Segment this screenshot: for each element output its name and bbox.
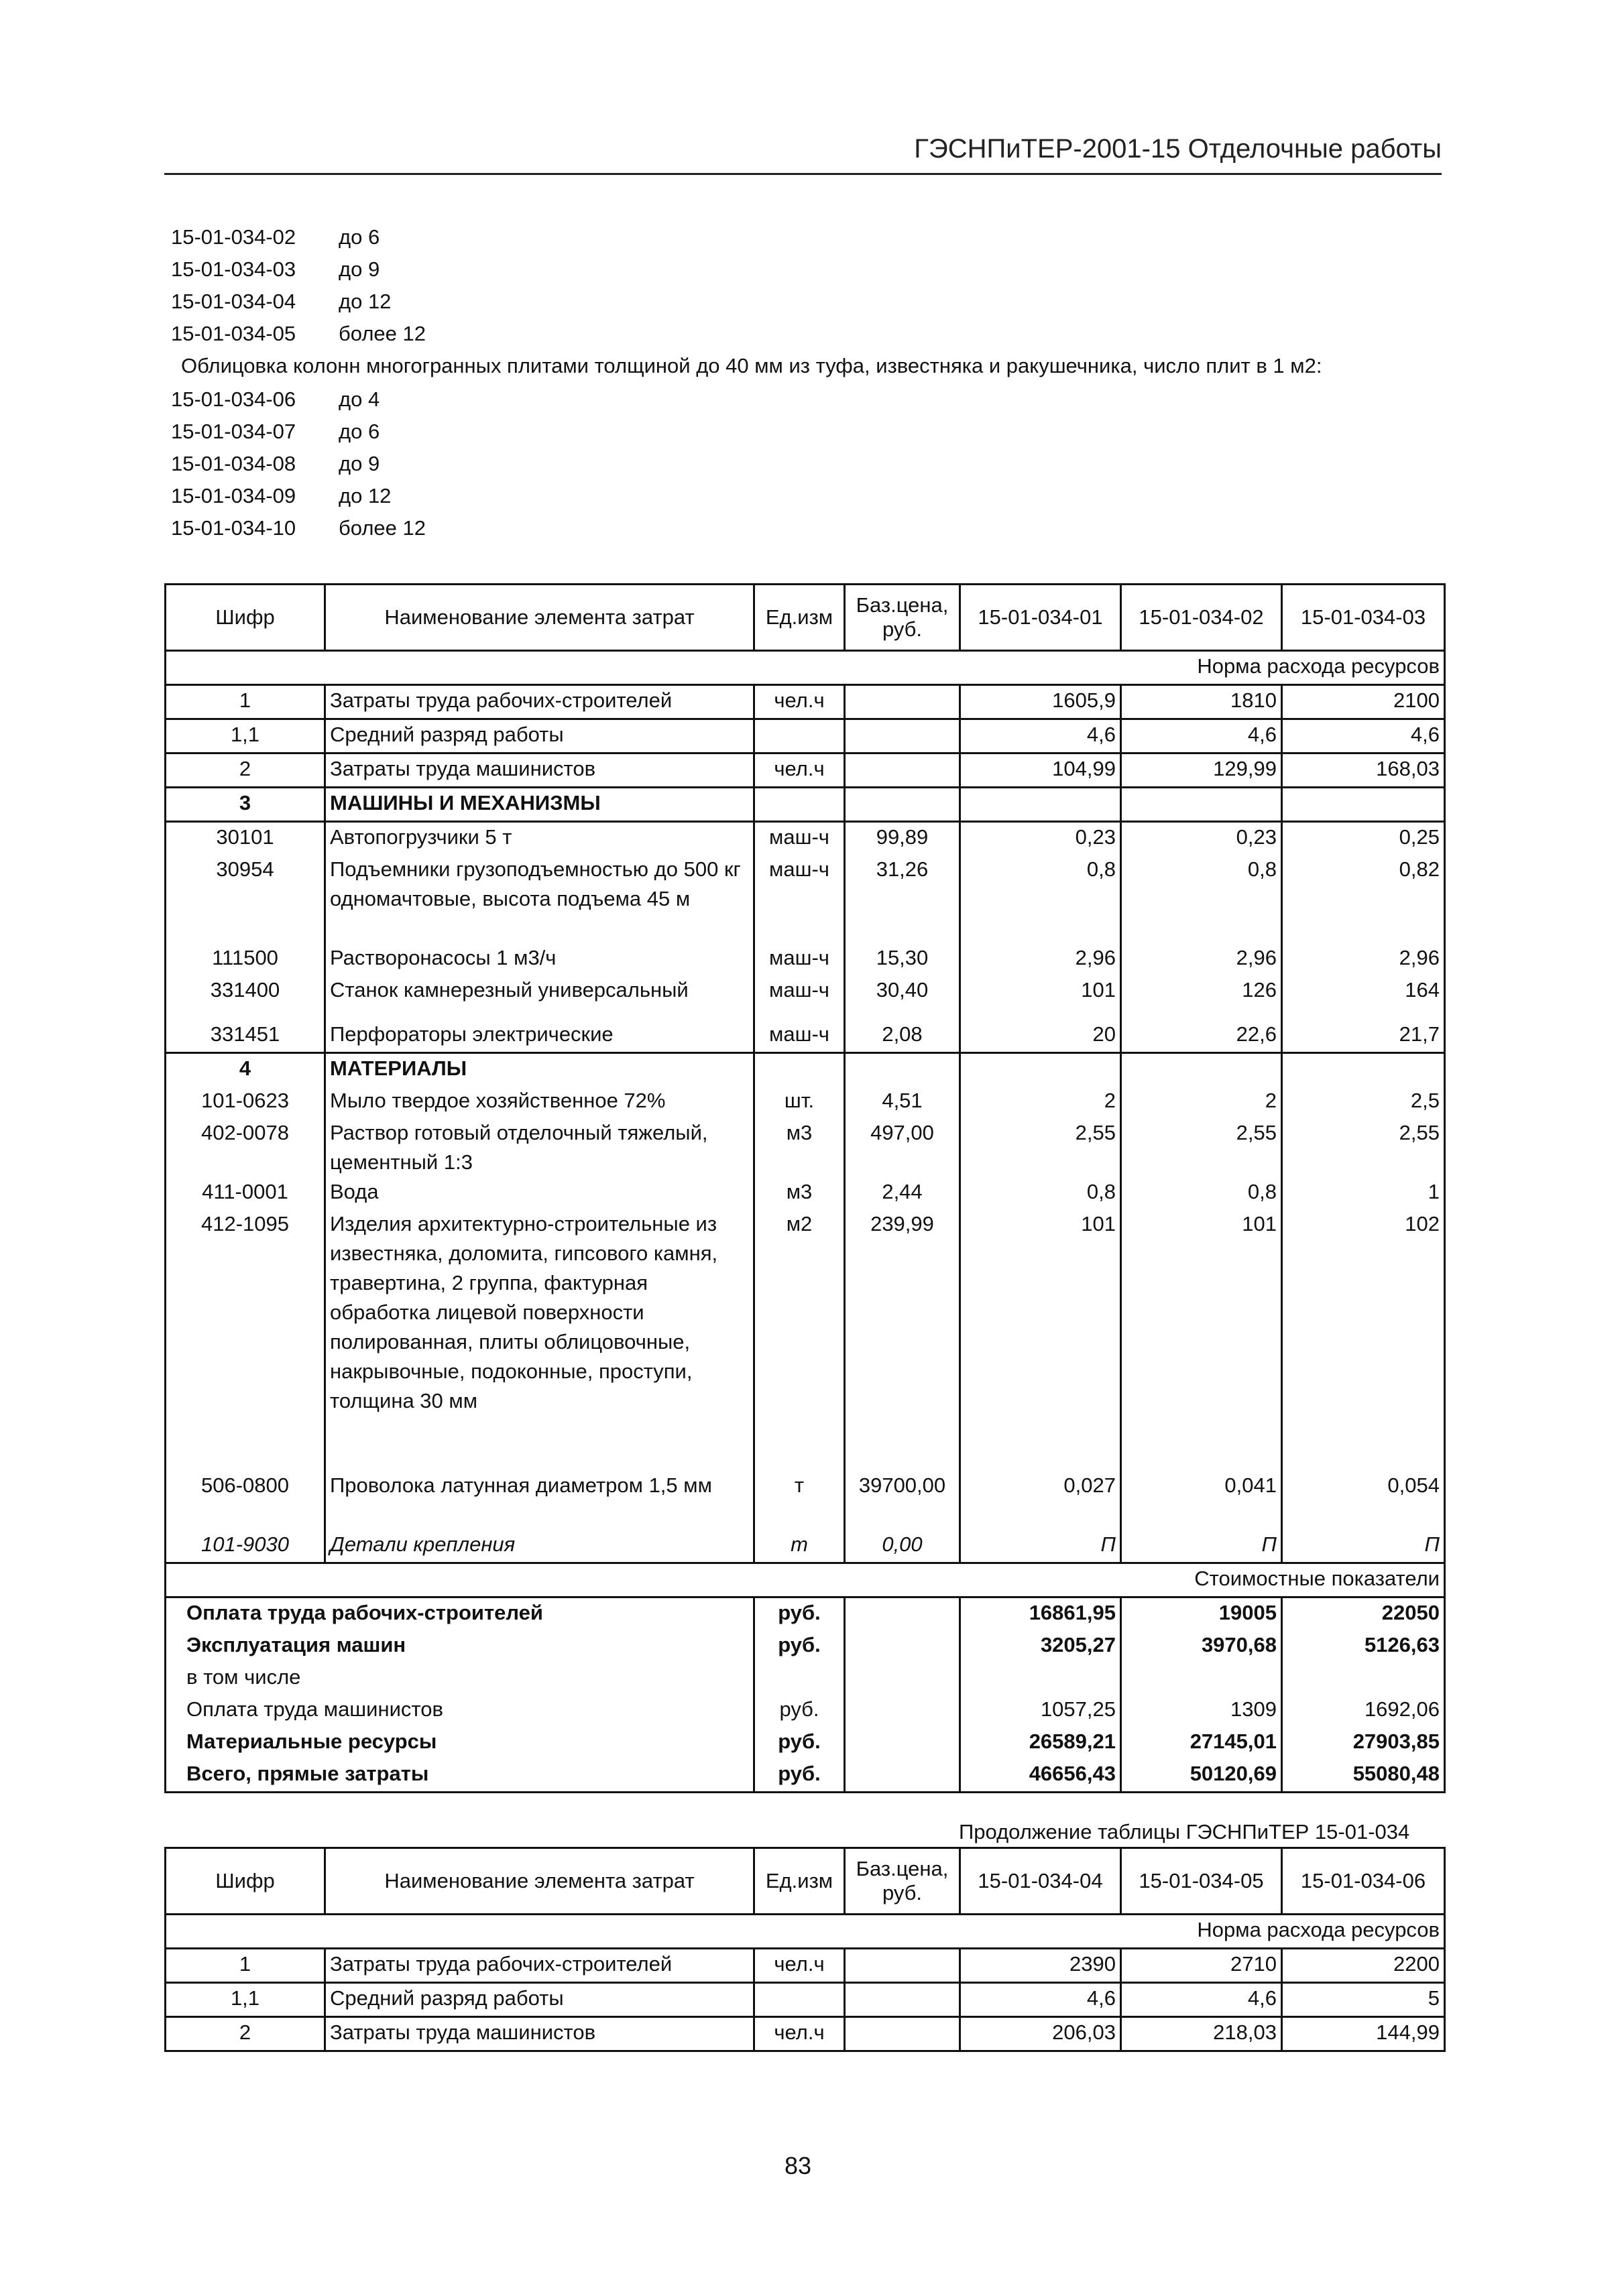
table-row: 1 Затраты труда рабочих-строителей чел.ч 2390 2710 2200 <box>166 1949 1445 1983</box>
table-row: 331451 Перфораторы электрические маш-ч 2,08 20 22,6 21,7 <box>166 1020 1445 1053</box>
cost-row: Оплата труда машинистов руб. 1057,25 1309 1692,06 <box>166 1695 1445 1727</box>
table-row: 402-0078 Раствор готовый отделочный тяжелый, цементный 1:3 м3 497,00 2,55 2,55 2,55 <box>166 1118 1445 1177</box>
table-row: 411-0001 Вода м3 2,44 0,8 0,8 1 <box>166 1177 1445 1209</box>
header-rule <box>164 173 1442 175</box>
list-item: 15-01-034-02 до 6 <box>171 225 380 249</box>
header-cell: Баз.цена, руб. <box>845 585 960 651</box>
header-cell: Баз.цена, руб. <box>845 1848 960 1915</box>
section-row-materials: 4 МАТЕРИАЛЫ <box>166 1053 1445 1087</box>
cost-row: в том числе <box>166 1663 1445 1695</box>
table-row: 1,1 Средний разряд работы 4,6 4,6 5 <box>166 1983 1445 2017</box>
resource-table-1 <box>164 583 1446 1793</box>
list-item: 15-01-034-06 до 4 <box>171 387 380 411</box>
header-cell: Шифр <box>166 1848 325 1915</box>
norm-label: Норма расхода ресурсов <box>166 1915 1445 1949</box>
table-row: 1,1 Средний разряд работы 4,6 4,6 4,6 <box>166 719 1445 753</box>
list-item: 15-01-034-04 до 12 <box>171 290 392 313</box>
list-item: 15-01-034-09 до 12 <box>171 484 392 507</box>
work-description: Облицовка колонн многогранных плитами толщиной до 40 мм из туфа, известняка и ракушечника, число плит в 1 м2: <box>181 354 1322 377</box>
header-cell: Наименование элемента затрат <box>325 1848 754 1915</box>
list-item: 15-01-034-10 более 12 <box>171 516 426 540</box>
table-row: 412-1095 Изделия архитектурно-строительные из известняка, доломита, гипсового камня, травертина, 2 группа, фактурная обработка лицевой поверхности полированная, плиты облицовочные, накрывочные, подоконные, проступи, толщина 30 мм м2 239,99 101 101 102 <box>166 1209 1445 1471</box>
continuation-caption: Продолжение таблицы ГЭСНПиТЕР 15-01-034 <box>959 1820 1410 1844</box>
cost-row: Материальные ресурсы руб. 26589,21 27145,01 27903,85 <box>166 1727 1445 1759</box>
norm-label: Норма расхода ресурсов <box>166 651 1445 685</box>
cost-label: Стоимостные показатели <box>166 1563 1445 1597</box>
list-item: 15-01-034-08 до 9 <box>171 452 380 475</box>
table-row: 111500 Растворонасосы 1 м3/ч маш-ч 15,30 2,96 2,96 2,96 <box>166 943 1445 975</box>
header-cell: Наименование элемента затрат <box>325 585 754 651</box>
header-cell: Ед.изм <box>754 585 845 651</box>
table-row: 1 Затраты труда рабочих-строителей чел.ч 1605,9 1810 2100 <box>166 685 1445 719</box>
header-cell: 15-01-034-06 <box>1282 1848 1445 1915</box>
header-cell: 15-01-034-05 <box>1121 1848 1282 1915</box>
norm-label-row <box>166 1915 1445 1949</box>
header-cell: 15-01-034-02 <box>1121 585 1282 651</box>
table-row: 2 Затраты труда машинистов чел.ч 104,99 129,99 168,03 <box>166 753 1445 788</box>
header-cell: 15-01-034-04 <box>960 1848 1121 1915</box>
table-row: 101-9030 Детали крепления т 0,00 П П П <box>166 1530 1445 1563</box>
header-cell: 15-01-034-01 <box>960 585 1121 651</box>
list-item: 15-01-034-05 более 12 <box>171 322 426 345</box>
code-list-a <box>171 221 426 350</box>
code-list-b <box>171 383 426 544</box>
list-item: 15-01-034-03 до 9 <box>171 257 380 281</box>
cost-row: Эксплуатация машин руб. 3205,27 3970,68 5126,63 <box>166 1630 1445 1663</box>
cost-label-row <box>166 1563 1445 1597</box>
table-header-row <box>166 585 1445 651</box>
table-row: 506-0800 Проволока латунная диаметром 1,5 мм т 39700,00 0,027 0,041 0,054 <box>166 1471 1445 1530</box>
table-row: 30954 Подъемники грузоподъемностью до 500 кг одномачтовые, высота подъема 45 м маш-ч 31,26 0,8 0,8 0,82 <box>166 855 1445 943</box>
table-row: 2 Затраты труда машинистов чел.ч 206,03 218,03 144,99 <box>166 2017 1445 2051</box>
section-row-machines: 3 МАШИНЫ И МЕХАНИЗМЫ <box>166 788 1445 822</box>
header-cell: Ед.изм <box>754 1848 845 1915</box>
header-cell: Шифр <box>166 585 325 651</box>
list-item: 15-01-034-07 до 6 <box>171 420 380 443</box>
cost-row: Оплата труда рабочих-строителей руб. 16861,95 19005 22050 <box>166 1597 1445 1631</box>
table-row: 101-0623 Мыло твердое хозяйственное 72% шт. 4,51 2 2 2,5 <box>166 1086 1445 1118</box>
cost-row: Всего, прямые затраты руб. 46656,43 50120,69 55080,48 <box>166 1759 1445 1793</box>
resource-table-2 <box>164 1847 1446 2052</box>
running-header: ГЭСНПиТЕР-2001-15 Отделочные работы <box>914 134 1442 164</box>
table-header-row <box>166 1848 1445 1915</box>
page-number: 83 <box>785 2152 812 2179</box>
table-row: 331400 Станок камнерезный универсальный маш-ч 30,40 101 126 164 <box>166 975 1445 1020</box>
norm-label-row <box>166 651 1445 685</box>
table-row: 30101 Автопогрузчики 5 т маш-ч 99,89 0,23 0,23 0,25 <box>166 822 1445 855</box>
header-cell: 15-01-034-03 <box>1282 585 1445 651</box>
